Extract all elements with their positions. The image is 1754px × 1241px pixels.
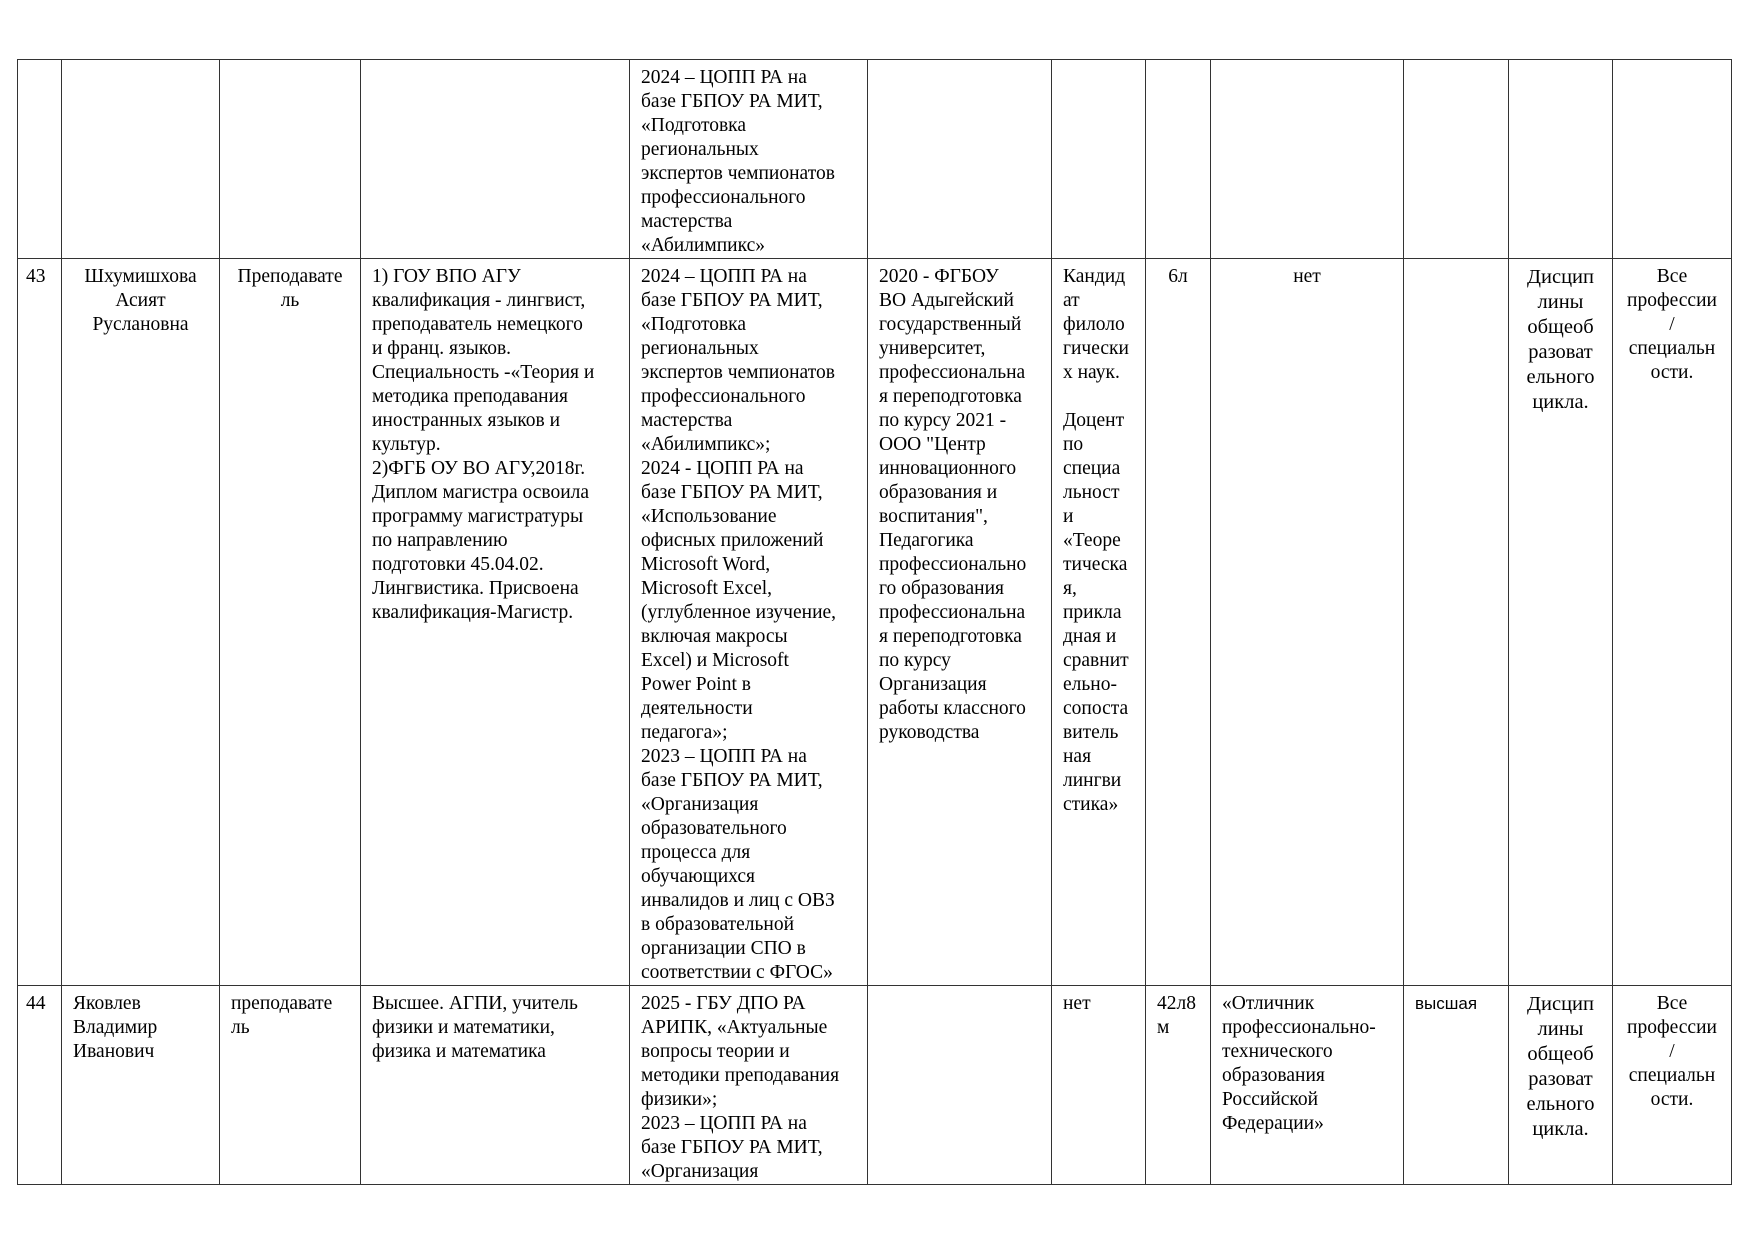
professions-cell: Все профессии / специальн ости. [1613,259,1732,986]
awards-cell [1211,60,1404,259]
position-cell: преподавате ль [220,986,361,1185]
courses-cell: 2024 – ЦОПП РА на базе ГБПОУ РА МИТ, «Подготовка региональных экспертов чемпионатов профессионального мастерства «Абилимпикс»; 2024 - ЦОПП РА на базе ГБПОУ РА МИТ, «Использование офисных приложений Microsoft Word, Microsoft Excel, (углубленное изучение, включая макросы Excel) и Microsoft Power Point в деятельности педагога»; 2023 – ЦОПП РА на базе ГБПОУ РА МИТ, «Организация образовательного процесса для обучающихся инвалидов и лиц с ОВЗ в образовательной организации СПО в соответствии с ФГОС» [630,259,868,986]
experience-cell [1146,60,1211,259]
degree-cell: Кандид ат филоло гически х наук. Доцент по специа льност и «Теоре тическа я, прикла дная и сравнит ельно- сопоста витель ная лингви стика» [1052,259,1146,986]
courses-cell: 2025 - ГБУ ДПО РА АРИПК, «Актуальные вопросы теории и методики преподавания физики»; 2023 – ЦОПП РА на базе ГБПОУ РА МИТ, «Организация [630,986,868,1185]
experience-cell: 42л8 м [1146,986,1211,1185]
disciplines-cell: Дисцип лины общеоб разоват ельного цикла. [1509,986,1613,1185]
degree-cell: нет [1052,986,1146,1185]
table-row [18,60,1732,259]
retraining-cell: 2020 - ФГБОУ ВО Адыгейский государственный университет, профессиональна я переподготовка по курсу 2021 - ООО "Центр инновационного образования и воспитания", Педагогика профессионально го образования профессиональна я переподготовка по курсу Организация работы классного руководства [868,259,1052,986]
number-cell [18,60,62,259]
education-cell [361,60,630,259]
disciplines-cell [1509,60,1613,259]
name-cell [62,60,220,259]
category-cell [1404,60,1509,259]
category-cell: высшая [1404,986,1509,1185]
number-cell: 43 [18,259,62,986]
name-cell: Шхумишхова Асият Руслановна [62,259,220,986]
staff-table [17,59,1732,1185]
awards-cell: нет [1211,259,1404,986]
education-cell: Высшее. АГПИ, учитель физики и математики, физика и математика [361,986,630,1185]
table-row [18,259,1732,986]
retraining-cell [868,986,1052,1185]
education-cell: 1) ГОУ ВПО АГУ квалификация - лингвист, преподаватель немецкого и франц. языков. Специальность -«Теория и методика преподавания иностранных языков и культур. 2)ФГБ ОУ ВО АГУ,2018г. Диплом магистра освоила программу магистратуры по направлению подготовки 45.04.02. Лингвистика. Присвоена квалификация-Магистр. [361,259,630,986]
awards-cell: «Отличник профессионально- технического образования Российской Федерации» [1211,986,1404,1185]
position-cell: Преподавате ль [220,259,361,986]
table-row [18,986,1732,1185]
retraining-cell [868,60,1052,259]
courses-cell: 2024 – ЦОПП РА на базе ГБПОУ РА МИТ, «Подготовка региональных экспертов чемпионатов профессионального мастерства «Абилимпикс» [630,60,868,259]
degree-cell [1052,60,1146,259]
disciplines-cell: Дисцип лины общеоб разоват ельного цикла. [1509,259,1613,986]
professions-cell [1613,60,1732,259]
number-cell: 44 [18,986,62,1185]
category-cell [1404,259,1509,986]
professions-cell: Все профессии / специальн ости. [1613,986,1732,1185]
name-cell: Яковлев Владимир Иванович [62,986,220,1185]
position-cell [220,60,361,259]
experience-cell: 6л [1146,259,1211,986]
